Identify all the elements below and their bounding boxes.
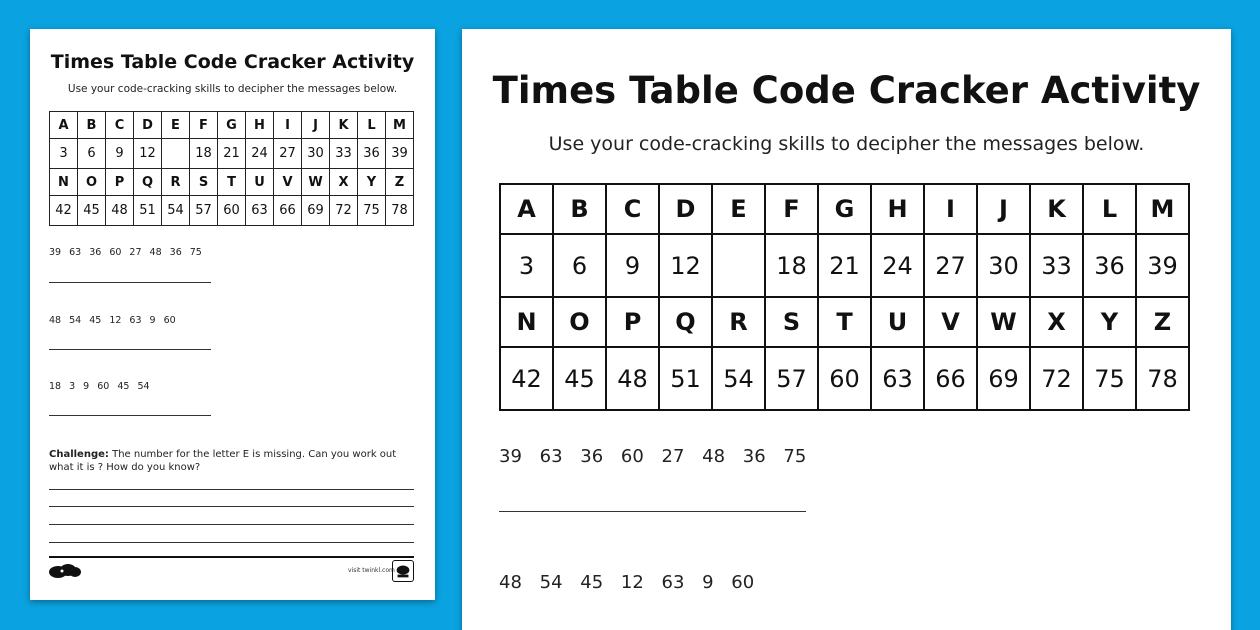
answer-line-2[interactable] bbox=[49, 349, 211, 350]
number-cell: 33 bbox=[1030, 234, 1083, 297]
letter-cell: V bbox=[924, 297, 977, 347]
letter-cell: A bbox=[50, 112, 78, 139]
number-cell: 9 bbox=[106, 139, 134, 169]
letter-cell: D bbox=[134, 112, 162, 139]
code-table bbox=[499, 183, 1190, 411]
letter-cell: Q bbox=[659, 297, 712, 347]
code-message-1: 39 63 36 60 27 48 36 75 bbox=[49, 247, 202, 258]
letter-cell: V bbox=[274, 169, 302, 196]
code-message-2: 48 54 45 12 63 9 60 bbox=[49, 315, 176, 326]
number-cell: 72 bbox=[330, 196, 358, 226]
number-cell: 18 bbox=[765, 234, 818, 297]
number-cell: 30 bbox=[302, 139, 330, 169]
letters-row-1 bbox=[500, 184, 1189, 234]
number-cell: 42 bbox=[50, 196, 78, 226]
number-cell: 42 bbox=[500, 347, 553, 410]
letter-cell: S bbox=[765, 297, 818, 347]
numbers-row-2 bbox=[50, 196, 414, 226]
letter-cell: H bbox=[246, 112, 274, 139]
letter-cell: P bbox=[106, 169, 134, 196]
letter-cell: B bbox=[553, 184, 606, 234]
letter-cell: J bbox=[302, 112, 330, 139]
letters-row-1 bbox=[50, 112, 414, 139]
number-cell: 63 bbox=[246, 196, 274, 226]
number-cell: 33 bbox=[330, 139, 358, 169]
letter-cell: B bbox=[78, 112, 106, 139]
letter-cell: F bbox=[190, 112, 218, 139]
letter-cell: S bbox=[190, 169, 218, 196]
number-cell: 6 bbox=[78, 139, 106, 169]
letter-cell: Y bbox=[358, 169, 386, 196]
thumbnail-subtitle: Use your code-cracking skills to decipher the messages below. bbox=[67, 83, 398, 95]
number-cell: 18 bbox=[190, 139, 218, 169]
number-cell: 75 bbox=[358, 196, 386, 226]
number-cell: 24 bbox=[246, 139, 274, 169]
letter-cell: C bbox=[106, 112, 134, 139]
number-cell: 60 bbox=[218, 196, 246, 226]
letters-row-2 bbox=[50, 169, 414, 196]
number-cell: 36 bbox=[1083, 234, 1136, 297]
number-cell: 60 bbox=[818, 347, 871, 410]
challenge-answer-line[interactable] bbox=[49, 524, 414, 525]
number-cell: 75 bbox=[1083, 347, 1136, 410]
number-cell: 39 bbox=[386, 139, 414, 169]
number-cell-empty bbox=[712, 234, 765, 297]
letter-cell: W bbox=[302, 169, 330, 196]
number-cell: 69 bbox=[977, 347, 1030, 410]
letter-cell: Q bbox=[134, 169, 162, 196]
letter-cell: O bbox=[78, 169, 106, 196]
number-cell: 12 bbox=[134, 139, 162, 169]
letter-cell: N bbox=[50, 169, 78, 196]
number-cell: 9 bbox=[606, 234, 659, 297]
letter-cell: D bbox=[659, 184, 712, 234]
worksheet-zoomed bbox=[462, 29, 1231, 630]
numbers-row-1 bbox=[50, 139, 414, 169]
number-cell: 66 bbox=[274, 196, 302, 226]
number-cell: 45 bbox=[553, 347, 606, 410]
challenge-answer-line[interactable] bbox=[49, 542, 414, 543]
number-cell: 21 bbox=[218, 139, 246, 169]
number-cell: 48 bbox=[606, 347, 659, 410]
challenge-text bbox=[49, 448, 419, 474]
answer-line-3[interactable] bbox=[49, 415, 211, 416]
letter-cell: R bbox=[712, 297, 765, 347]
number-cell: 78 bbox=[1136, 347, 1189, 410]
number-cell: 69 bbox=[302, 196, 330, 226]
answer-line-1[interactable] bbox=[49, 282, 211, 283]
letter-cell: A bbox=[500, 184, 553, 234]
number-cell: 45 bbox=[78, 196, 106, 226]
challenge-answer-line[interactable] bbox=[49, 506, 414, 507]
letter-cell: M bbox=[386, 112, 414, 139]
number-cell: 27 bbox=[274, 139, 302, 169]
number-cell: 57 bbox=[190, 196, 218, 226]
thumbnail-title: Times Table Code Cracker Activity bbox=[50, 51, 415, 73]
challenge-question: The number for the letter E is missing. Can you work out what it is ? How do you know? bbox=[49, 449, 397, 473]
number-cell: 21 bbox=[818, 234, 871, 297]
number-cell: 78 bbox=[386, 196, 414, 226]
brand-badge-icon bbox=[392, 560, 414, 582]
letter-cell: I bbox=[924, 184, 977, 234]
letter-cell: H bbox=[871, 184, 924, 234]
letter-cell: M bbox=[1136, 184, 1189, 234]
letter-cell: U bbox=[871, 297, 924, 347]
number-cell: 54 bbox=[162, 196, 190, 226]
number-cell: 3 bbox=[500, 234, 553, 297]
letter-cell: I bbox=[274, 112, 302, 139]
letter-cell: O bbox=[553, 297, 606, 347]
challenge-label: Challenge: bbox=[49, 449, 109, 460]
letter-cell: Z bbox=[386, 169, 414, 196]
number-cell: 66 bbox=[924, 347, 977, 410]
thumbnail-code-table bbox=[49, 111, 414, 226]
code-message-2: 48 54 45 12 63 9 60 bbox=[499, 572, 755, 593]
number-cell: 57 bbox=[765, 347, 818, 410]
number-cell: 6 bbox=[553, 234, 606, 297]
worksheet-thumbnail bbox=[30, 29, 435, 600]
number-cell: 36 bbox=[358, 139, 386, 169]
letter-cell: C bbox=[606, 184, 659, 234]
answer-line-1[interactable] bbox=[499, 511, 806, 512]
number-cell: 27 bbox=[924, 234, 977, 297]
number-cell: 39 bbox=[1136, 234, 1189, 297]
page-subtitle: Use your code-cracking skills to decipher the messages below. bbox=[548, 133, 1145, 155]
letter-cell: R bbox=[162, 169, 190, 196]
letter-cell: T bbox=[218, 169, 246, 196]
letter-cell: W bbox=[977, 297, 1030, 347]
number-cell: 3 bbox=[50, 139, 78, 169]
number-cell: 54 bbox=[712, 347, 765, 410]
letter-cell: N bbox=[500, 297, 553, 347]
footer-divider bbox=[49, 556, 414, 558]
letter-cell: L bbox=[1083, 184, 1136, 234]
letter-cell: U bbox=[246, 169, 274, 196]
page-title: Times Table Code Cracker Activity bbox=[492, 69, 1201, 112]
code-message-1: 39 63 36 60 27 48 36 75 bbox=[499, 446, 807, 467]
numbers-row-2 bbox=[500, 347, 1189, 410]
letter-cell: X bbox=[330, 169, 358, 196]
code-message-3: 18 3 9 60 45 54 bbox=[49, 381, 150, 392]
letter-cell: P bbox=[606, 297, 659, 347]
numbers-row-1 bbox=[500, 234, 1189, 297]
letter-cell: X bbox=[1030, 297, 1083, 347]
letter-cell: E bbox=[162, 112, 190, 139]
number-cell: 72 bbox=[1030, 347, 1083, 410]
letter-cell: E bbox=[712, 184, 765, 234]
number-cell: 30 bbox=[977, 234, 1030, 297]
number-cell: 51 bbox=[134, 196, 162, 226]
letter-cell: Y bbox=[1083, 297, 1136, 347]
footer-website: visit twinkl.com bbox=[348, 567, 395, 574]
number-cell: 48 bbox=[106, 196, 134, 226]
letter-cell: K bbox=[330, 112, 358, 139]
letter-cell: K bbox=[1030, 184, 1083, 234]
letter-cell: J bbox=[977, 184, 1030, 234]
brand-logo-icon bbox=[48, 563, 82, 579]
letter-cell: T bbox=[818, 297, 871, 347]
letters-row-2 bbox=[500, 297, 1189, 347]
number-cell: 63 bbox=[871, 347, 924, 410]
letter-cell: Z bbox=[1136, 297, 1189, 347]
number-cell: 24 bbox=[871, 234, 924, 297]
letter-cell: G bbox=[218, 112, 246, 139]
letter-cell: G bbox=[818, 184, 871, 234]
challenge-answer-line[interactable] bbox=[49, 489, 414, 490]
letter-cell: F bbox=[765, 184, 818, 234]
number-cell: 12 bbox=[659, 234, 712, 297]
number-cell-empty bbox=[162, 139, 190, 169]
letter-cell: L bbox=[358, 112, 386, 139]
number-cell: 51 bbox=[659, 347, 712, 410]
